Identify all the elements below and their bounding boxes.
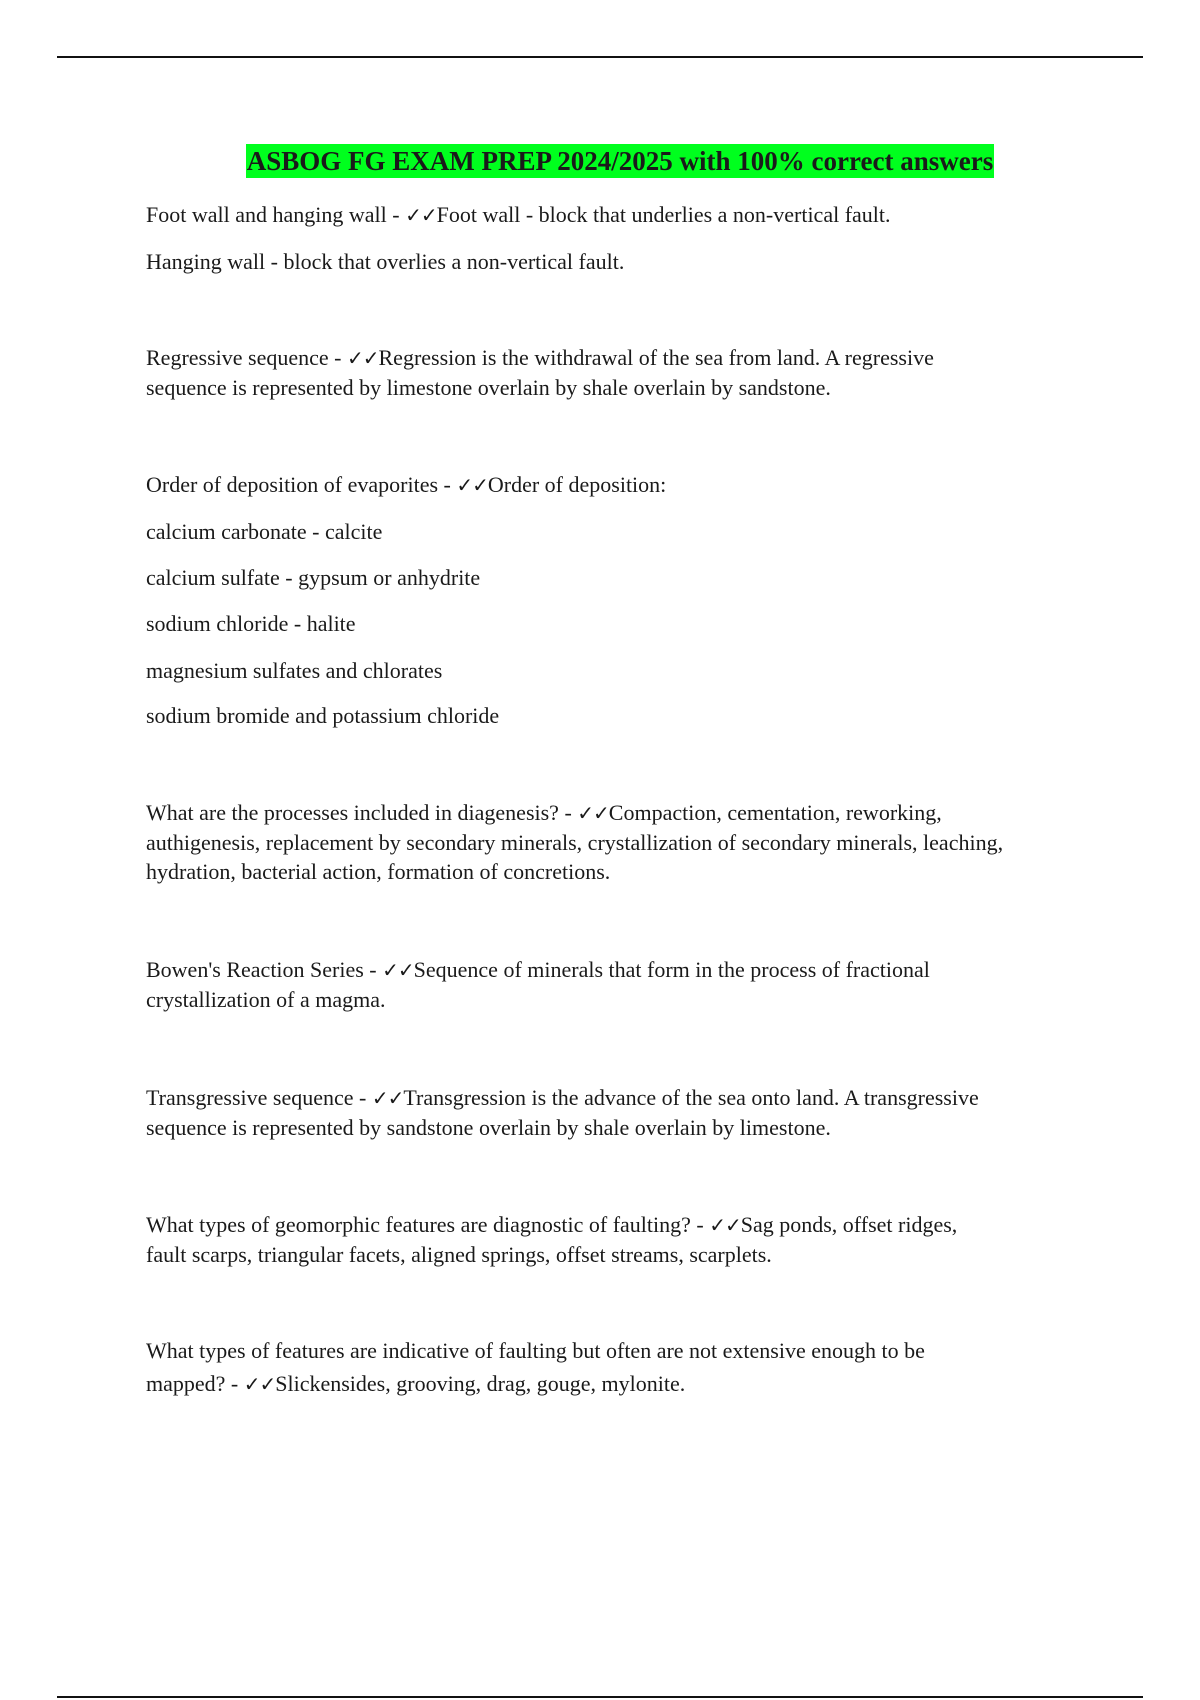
answer-text: Sag ponds, offset ridges, bbox=[740, 1212, 958, 1237]
answer-extra-line: calcium carbonate - calcite bbox=[146, 519, 383, 544]
double-check-icon: ✓✓ bbox=[346, 346, 379, 370]
double-check-icon: ✓✓ bbox=[371, 1086, 404, 1110]
double-check-icon: ✓✓ bbox=[577, 801, 609, 825]
answer-text: authigenesis, replacement by secondary minerals, crystallization of secondary minerals, leaching, bbox=[146, 830, 1004, 855]
question-term: What types of geomorphic features are diagnostic of faulting? - bbox=[146, 1212, 710, 1237]
answer-text: hydration, bacterial action, formation of concretions. bbox=[146, 859, 611, 884]
answer-text: Transgression is the advance of the sea onto land. A transgressive bbox=[403, 1085, 979, 1110]
answer-text: sequence is represented by limestone overlain by shale overlain by sandstone. bbox=[146, 375, 831, 400]
question-term: Foot wall and hanging wall - bbox=[146, 202, 406, 227]
double-check-icon: ✓✓ bbox=[382, 958, 414, 982]
double-check-icon: ✓✓ bbox=[405, 203, 437, 227]
top-rule bbox=[57, 56, 1143, 58]
double-check-icon: ✓✓ bbox=[243, 1372, 276, 1396]
answer-extra-line: calcium sulfate - gypsum or anhydrite bbox=[146, 565, 481, 590]
answer-text: Order of deposition: bbox=[487, 472, 667, 497]
double-check-icon: ✓✓ bbox=[709, 1213, 741, 1237]
answer-text: Foot wall - block that underlies a non-vertical fault. bbox=[436, 202, 891, 227]
answer-text: crystallization of a magma. bbox=[146, 987, 386, 1012]
document-title: ASBOG FG EXAM PREP 2024/2025 with 100% correct answers bbox=[246, 146, 994, 176]
question-term: mapped? - bbox=[146, 1371, 244, 1396]
answer-extra-line: sodium bromide and potassium chloride bbox=[146, 703, 500, 728]
qa-entry-7 bbox=[146, 1210, 1106, 1269]
bottom-rule bbox=[57, 1696, 1143, 1698]
answer-extra-line: Hanging wall - block that overlies a non-vertical fault. bbox=[146, 249, 625, 274]
qa-entry-4 bbox=[146, 798, 1106, 886]
answer-extra-line: magnesium sulfates and chlorates bbox=[146, 658, 443, 683]
question-term: Order of deposition of evaporites - bbox=[146, 472, 457, 497]
question-term: Regressive sequence - bbox=[146, 345, 347, 370]
qa-entry-3 bbox=[146, 470, 1106, 500]
answer-text: sequence is represented by sandstone overlain by shale overlain by limestone. bbox=[146, 1115, 831, 1140]
qa-entry-6 bbox=[146, 1083, 1106, 1142]
question-term: Bowen's Reaction Series - bbox=[146, 957, 383, 982]
qa-entry-8 bbox=[146, 1334, 1106, 1401]
qa-entry-1 bbox=[146, 200, 1106, 230]
answer-text: Sequence of minerals that form in the process of fractional bbox=[413, 957, 930, 982]
question-term: Transgressive sequence - bbox=[146, 1085, 372, 1110]
qa-entry-5 bbox=[146, 955, 1106, 1014]
title-wrap bbox=[146, 144, 1094, 178]
answer-extra-line: sodium chloride - halite bbox=[146, 611, 356, 636]
double-check-icon: ✓✓ bbox=[456, 473, 488, 497]
answer-text: fault scarps, triangular facets, aligned springs, offset streams, scarplets. bbox=[146, 1242, 772, 1267]
question-term: What are the processes included in diagenesis? - bbox=[146, 800, 578, 825]
answer-text: Regression is the withdrawal of the sea from land. A regressive bbox=[378, 345, 934, 370]
answer-text: Compaction, cementation, reworking, bbox=[608, 800, 942, 825]
qa-entry-2 bbox=[146, 343, 1106, 402]
answer-text: Slickensides, grooving, drag, gouge, mylonite. bbox=[275, 1371, 686, 1396]
question-term: What types of features are indicative of faulting but often are not extensive enough to be bbox=[146, 1338, 925, 1363]
